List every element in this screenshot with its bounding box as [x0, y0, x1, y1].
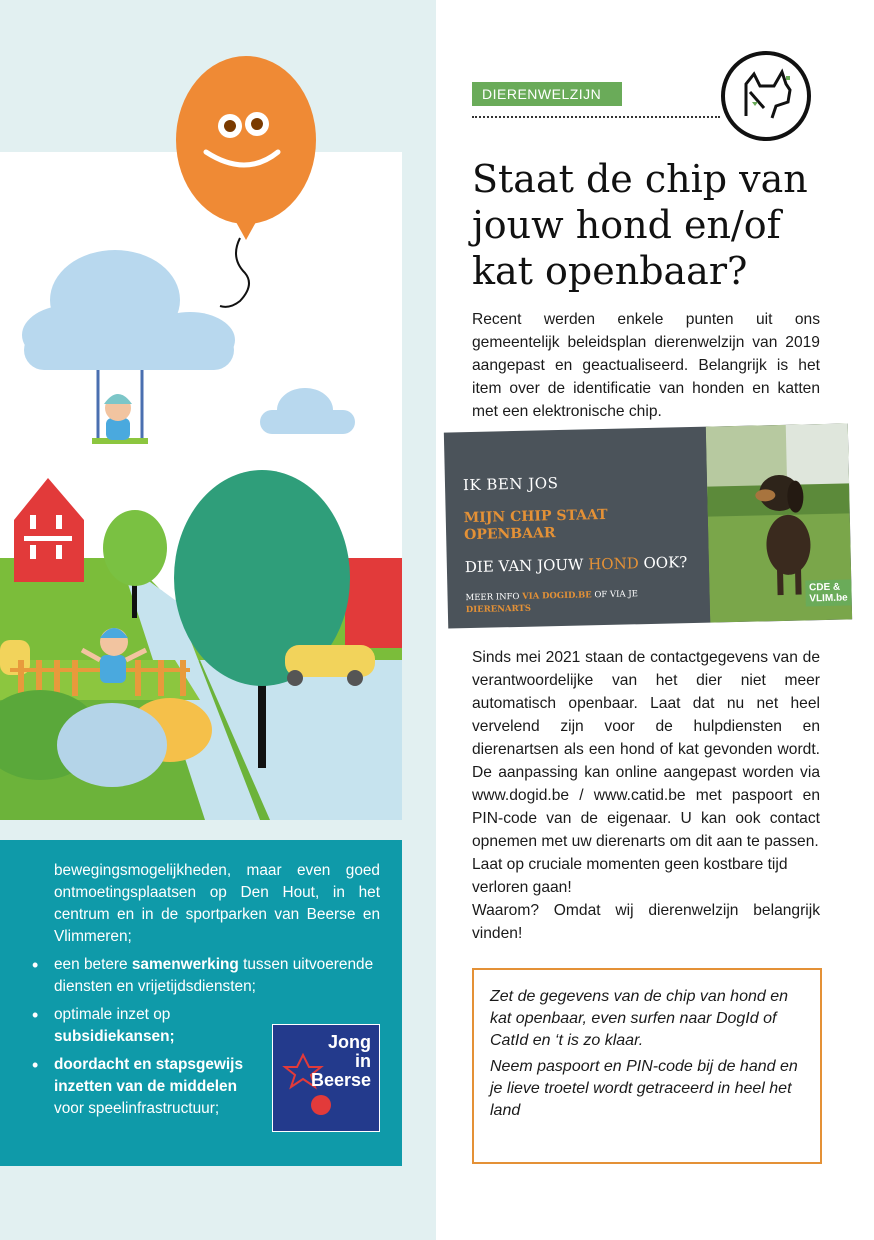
list-item: • optimale inzet op subsidiekansen;	[30, 1004, 254, 1048]
teal-intro-text: bewegingsmogelijkheden, maar even goed ontmoetingsplaatsen op Den Hout, in het centrum en in de sportparken van Beerse en Vlimmeren;	[54, 862, 380, 945]
quote-paragraph: Zet de gegevens van de chip van hond en kat openbaar, even surfen naar DogId of CatId en ‘t is zo klaar.	[490, 988, 788, 1049]
dogid-banner	[444, 423, 852, 628]
body-paragraph: Laat op cruciale momenten geen kostbare tijd verloren gaan!	[472, 856, 788, 896]
dog-cat-icon	[720, 50, 812, 142]
playground-illustration	[0, 0, 402, 820]
list-item: • een betere samenwerking tussen uitvoerende diensten en vrijetijdsdiensten;	[30, 954, 380, 998]
quote-paragraph: Neem paspoort en PIN-code bij de hand en je lieve troetel wordt getraceerd in heel het land	[490, 1058, 798, 1119]
article-body	[472, 646, 820, 945]
jong-in-beerse-logo: Jong in Beerse	[272, 1024, 380, 1132]
dotted-divider	[472, 116, 720, 118]
body-paragraph: Sinds mei 2021 staan de contactgegevens van de verantwoordelijke van het dier niet meer automatisch openbaar. Laat dat nu net heel vervelend zijn voor de hulpdiensten en dierenartsen als een hond of kat gevonden wordt. De aanpassing kan online aangepast worden via www.dogid.be / www.catid.be met paspoort en PIN-code van de eigenaar. U kan ook contact opnemen met uw dierenarts om dit aan te passen.	[472, 649, 820, 850]
quote-box	[472, 968, 822, 1164]
list-item: • doordacht en stapsgewijs inzetten van de middelen voor speelinfrastructuur;	[30, 1054, 254, 1120]
banner-text-panel: IK BEN JOS MIJN CHIP STAAT OPENBAAR DIE VAN JOUW HOND OOK? MEER INFO VIA DOGID.BE OF VIA JE DIERENARTS	[462, 474, 688, 616]
cde-vlim-badge: CDE & VLIM.be	[805, 579, 852, 606]
article-title: Staat de chip van jouw hond en/of kat openbaar?	[472, 157, 808, 293]
category-tag: DIERENWELZIJN	[472, 82, 622, 106]
body-paragraph: Waarom? Omdat wij dierenwelzijn belangrijk vinden!	[472, 902, 820, 942]
article-intro: Recent werden enkele punten uit ons gemeentelijk beleidsplan dierenwelzijn van 2019 aangepast en geactualiseerd. Belangrijk is het item over de identificatie van honden en katten met een elektronische chip.	[472, 311, 820, 420]
